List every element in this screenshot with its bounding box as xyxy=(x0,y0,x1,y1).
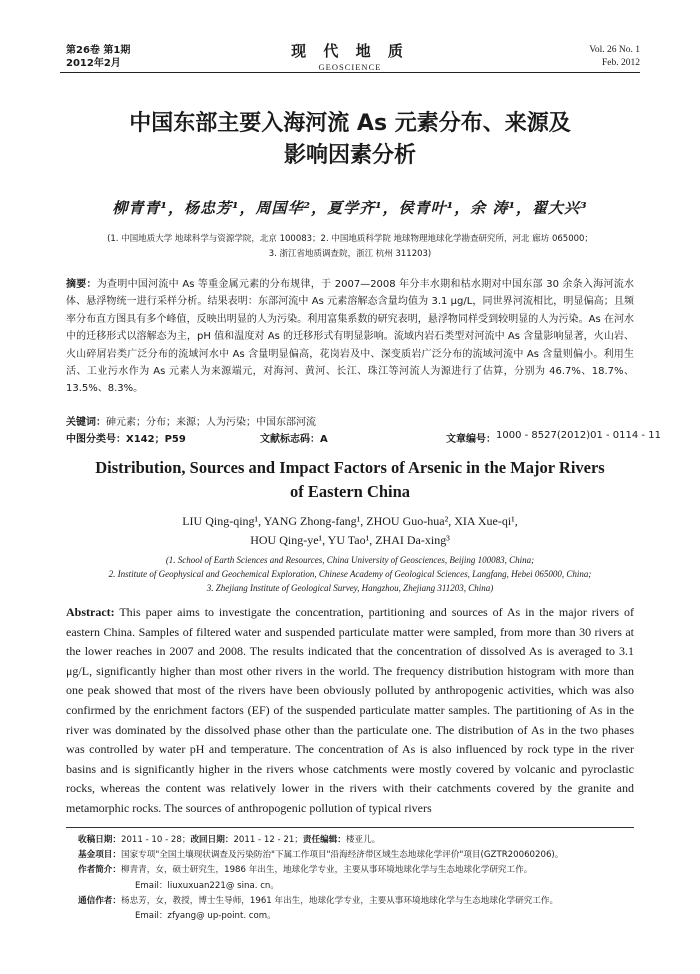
clc-label: 中图分类号： xyxy=(66,434,126,445)
affiliation-cn-line: 3. 浙江省地质调查院，浙江 杭州 311203) xyxy=(268,249,432,259)
doc-value: A xyxy=(320,434,328,445)
abstract-cn-text: 为查明中国河流中 As 等重金属元素的分布规律，于 2007—2008 年分丰水期和枯水期对中国东部 30 余条入海河流水体、悬浮物统一进行采样分析。结果表明：东部河流中 As 元素溶解态含量均值为 3.1 μg/L，同世界河流相比，明显偏高；且频率分布直方图具有多个峰值，反映出明显的人为污染。利用富集系数的研究表明，悬浮物同样受到较明显的人为污染。As 在河水中的迁移形式以溶解态为主，pH 值和温度对 As 的迁移形式有明显影响。流域内岩石类型对河流中 As 含量影响显著，火山岩、火山碎屑岩类广泛分布的流域河水中 As 含量明显偏高，花岗岩及中、深变质岩广泛分布的流域河流中 As 含量则偏小。利用生活、工业污水作为 As 元素人为来源端元，对海河、黄河、长江、珠江等河流人为源进行了估算，分别为 46.7%、18.7%、13.5%、8.3%。 xyxy=(66,279,634,395)
affiliation-cn-line: (1. 中国地质大学 地球科学与资源学院，北京 100083；2. 中国地质科学院 地球物理地球化学勘查研究所，河北 廊坊 065000； xyxy=(107,234,593,244)
title-cn-line: 影响因素分析 xyxy=(283,143,416,168)
author-bio-text: 柳青青，女，硕士研究生，1986 年出生，地球化学专业，主要从事环境地球化学与生态地球化学研究工作。 xyxy=(120,865,533,876)
affiliation-en-line: 2. Institute of Geophysical and Geochemical Exploration, Chinese Academy of Geological Sciences, Langfang, Hebei 065000, China; xyxy=(108,569,592,579)
footnotes xyxy=(78,833,638,924)
footnote-fund xyxy=(78,848,638,863)
revised-label: 改回日期： xyxy=(190,835,234,845)
journal-name-cn: 现 代 地 质 xyxy=(291,42,409,60)
title-cn xyxy=(0,108,700,172)
running-header-right xyxy=(589,44,640,70)
affiliations-en xyxy=(60,553,640,595)
editor-name: 楼亚儿。 xyxy=(345,835,381,845)
corresponding-text: 杨忠芳，女，教授，博士生导师，1961 年出生，地球化学专业，主要从事环境地球化学与生态地球化学研究工作。 xyxy=(120,895,559,906)
abstract-en xyxy=(66,603,634,819)
footnote-author-email: Email：liuxuxuan221@ sina. cn。 xyxy=(135,880,279,891)
author-bio-label: 作者简介： xyxy=(78,865,121,876)
authors-cn: 柳青青¹，杨忠芳¹，周国华²，夏学齐¹，侯青叶¹，余 涛¹，翟大兴³ xyxy=(112,199,588,217)
abstract-en-text: This paper aims to investigate the concentration, partitioning and sources of As in the major rivers of eastern China. Samples of filtered water and suspended particulate matter were sampled, from more than 30 rivers at the lower reaches in 2007 and 2008. The results indicated that the concentration of dissolved As is averaged to 3.1 μg/L, significantly higher than most other rivers in the world. The frequency distribution histogram with more than one peak showed that most of the rivers have been obviously polluted by anthropogenic activities, which was also confirmed by the enrichment factors (EF) of the suspended particulate matter samples. The partitioning of As in the river was dominated by the dissolved phase other than the particulate one. The distribution of As in the two phases was controlled by water pH and temperature. The concentration of As is also influenced by rock type in the river basins and is significantly higher in the rivers whose catchments were mostly covered by volcanic and pyroclastic rocks, whereas the content was relatively lower in the rivers with their catchments covered by the granite and metamorphic rocks. The sources of anthropogenic pollution of typical rivers xyxy=(66,605,634,815)
title-en-line: Distribution, Sources and Impact Factors of Arsenic in the Major Rivers xyxy=(95,458,605,477)
document-code xyxy=(260,430,328,445)
corresponding-label: 通信作者： xyxy=(78,895,121,906)
date-en: Feb. 2012 xyxy=(602,58,640,68)
affiliations-cn xyxy=(80,232,620,262)
article-value: 1000 - 8527(2012)01 - 0114 - 11 xyxy=(496,430,661,441)
volume-cn: 第26卷 第1期 xyxy=(66,45,131,56)
journal-name-en: GEOSCIENCE xyxy=(318,62,382,72)
editor-label: 责任编辑： xyxy=(302,835,346,845)
authors-en-line: HOU Qing-ye¹, YU Tao¹, ZHAI Da-xing³ xyxy=(250,533,450,547)
abstract-en-label: Abstract: xyxy=(66,605,115,619)
volume-en: Vol. 26 No. 1 xyxy=(589,45,640,55)
footnote-dates xyxy=(78,833,638,848)
title-cn-line: 中国东部主要入海河流 As 元素分布、来源及 xyxy=(129,111,571,136)
clc-number xyxy=(66,430,186,445)
abstract-cn-label: 摘要： xyxy=(66,279,97,290)
footnote-author xyxy=(78,863,638,878)
article-label: 文章编号： xyxy=(446,434,496,445)
revised-date: 2011 - 12 - 21； xyxy=(233,835,303,845)
footnote-corresponding xyxy=(78,894,638,909)
article-number xyxy=(446,430,661,445)
doc-label: 文献标志码： xyxy=(260,434,320,445)
footnote-rule xyxy=(66,827,634,828)
received-date: 2011 - 10 - 28； xyxy=(120,835,191,845)
clc-value: X142；P59 xyxy=(126,434,186,445)
date-cn: 2012年2月 xyxy=(66,58,121,69)
footnote-corresponding-email: Email：zfyang@ up-point. com。 xyxy=(135,911,276,922)
fund-text: 国家专项"全国土壤现状调查及污染防治"下属工作项目"沿海经济带区域生态地球化学评价"项目(GZTR20060206)。 xyxy=(120,850,564,861)
authors-en-line: LIU Qing-qing¹, YANG Zhong-fang¹, ZHOU Guo-hua², XIA Xue-qi¹, xyxy=(182,514,518,528)
abstract-cn xyxy=(66,276,634,398)
keywords-cn-label: 关键词： xyxy=(66,417,106,428)
title-en-line: of Eastern China xyxy=(289,482,411,501)
title-en xyxy=(60,456,640,504)
fund-label: 基金项目： xyxy=(78,850,121,861)
keywords-cn-text: 砷元素；分布；来源；人为污染；中国东部河流 xyxy=(106,417,316,428)
keywords-cn xyxy=(66,413,634,428)
affiliation-en-line: 3. Zhejiang Institute of Geological Survey, Hangzhou, Zhejiang 311203, China) xyxy=(206,583,494,593)
received-label: 收稿日期： xyxy=(78,835,121,845)
affiliation-en-line: (1. School of Earth Sciences and Resources, China University of Geosciences, Beijing 100083, China; xyxy=(165,555,535,565)
header-rule xyxy=(60,72,640,73)
authors-en xyxy=(60,512,640,550)
